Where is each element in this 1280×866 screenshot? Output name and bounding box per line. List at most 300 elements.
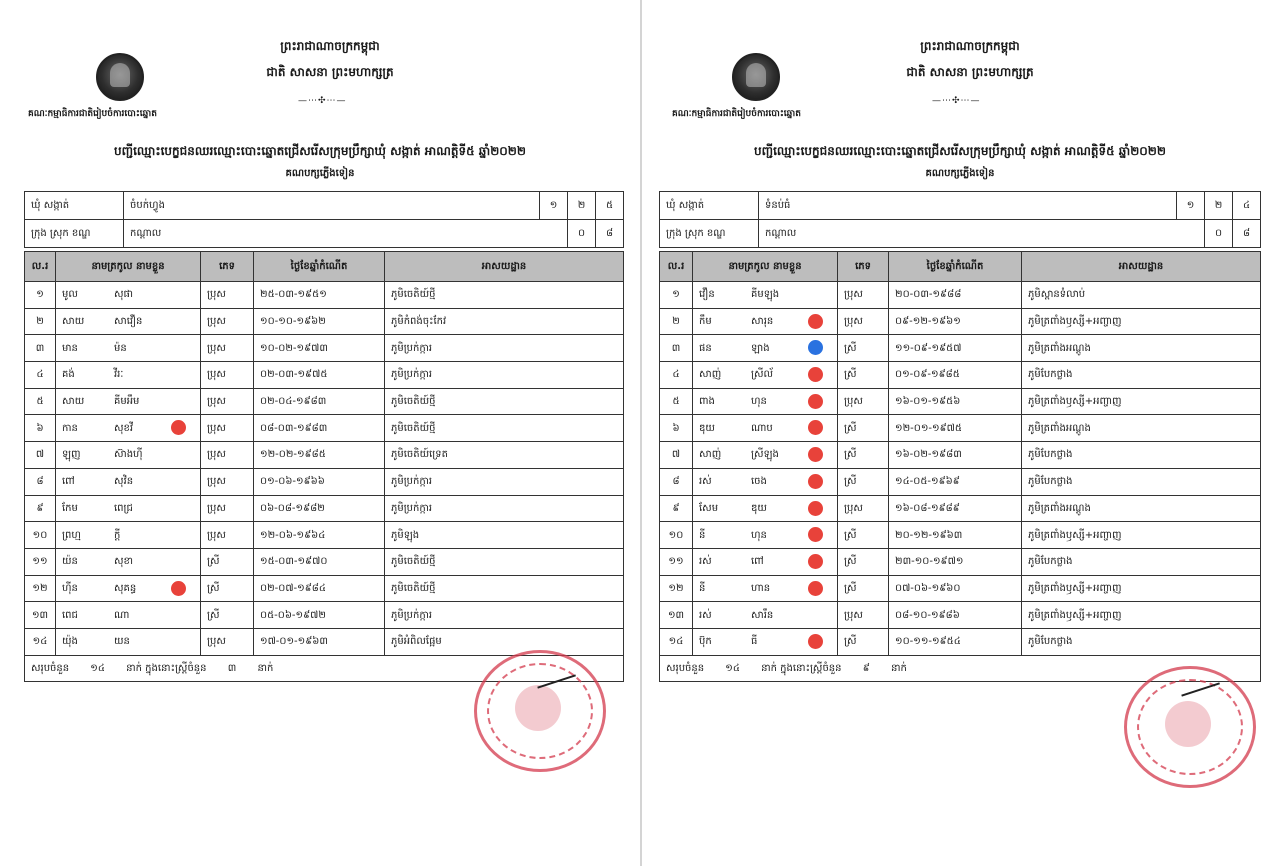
table-row (25, 335, 624, 362)
row-number: ១៤ (660, 628, 693, 655)
candidate-dob: ១៧-០១-១៩៦៣ (254, 628, 385, 655)
given-name: វីរៈ (114, 369, 124, 381)
commune-info-table (659, 191, 1261, 248)
family-name: ប៊ុក (699, 636, 712, 648)
row-number: ១២ (25, 575, 56, 602)
given-name: សារុន (751, 316, 774, 328)
candidate-sex: ស្រី (201, 575, 254, 602)
given-name: គីមអឹម (114, 396, 140, 408)
given-name: សុខវី (114, 422, 134, 434)
candidate-address: ភូមិត្រពាំងឫស្សី+អញ្ចាញ (1022, 575, 1261, 602)
row-number: ១០ (25, 522, 56, 549)
table-row (25, 575, 624, 602)
family-name: នី (699, 582, 706, 594)
row-number: ១ (25, 282, 56, 309)
given-name: ក្តី (114, 529, 121, 541)
given-name: សាវឿន (114, 316, 143, 328)
candidate-name (693, 575, 838, 602)
row-number: ៨ (25, 468, 56, 495)
candidate-address: ភូមិអំពិលផ្អែម (385, 628, 624, 655)
given-name: ចេង (751, 476, 767, 488)
candidate-address: ភូមិបែកថ្លាង (1022, 468, 1261, 495)
table-row (660, 495, 1261, 522)
table-row (660, 575, 1261, 602)
candidate-sex: ប្រុស (201, 282, 254, 309)
given-name: ណាប (751, 422, 773, 434)
table-row (660, 548, 1261, 575)
given-name: ហុន (751, 396, 767, 408)
candidate-name (56, 282, 201, 309)
red-dot-marker (808, 554, 823, 569)
family-name: សាយ (62, 396, 85, 408)
table-row (25, 548, 624, 575)
commune-code-digit: ២ (568, 192, 596, 220)
row-number: ៦ (25, 415, 56, 442)
red-dot-marker (808, 447, 823, 462)
given-name: សុវិន (114, 476, 134, 488)
row-number: ១៤ (25, 628, 56, 655)
family-name: រស់ (699, 556, 712, 568)
family-name: មាន (62, 342, 78, 354)
row-number: ១៣ (660, 602, 693, 629)
candidate-dob: ១៦-០២-១៩៨៣ (889, 442, 1022, 469)
candidate-address: ភូមិត្រពាំងអណ្តូង (1022, 495, 1261, 522)
district-row (25, 220, 624, 248)
candidate-dob: ១២-០១-១៩៧៥ (889, 415, 1022, 442)
candidate-dob: ១១-០៩-១៩៥៧ (889, 335, 1022, 362)
family-name: សែម (699, 502, 719, 514)
candidate-dob: ១០-០២-១៩៧៣ (254, 335, 385, 362)
family-name: ពាង (699, 396, 715, 408)
col-header-address: អាសយដ្ឋាន (1022, 252, 1261, 282)
candidate-address: ភូមិត្រពាំងឫស្សី+អញ្ចាញ (1022, 522, 1261, 549)
candidate-name (693, 388, 838, 415)
candidate-address: ភូមិឡុង (385, 522, 624, 549)
candidate-table-header (660, 252, 1261, 282)
candidate-name (56, 495, 201, 522)
candidate-dob: ០២-០៣-១៩៧៥ (254, 362, 385, 389)
official-seal-stamp (1124, 666, 1256, 788)
col-header-name: នាមត្រកូល នាមខ្លួន (56, 252, 201, 282)
document-page-right (642, 0, 1280, 866)
candidate-table-header (25, 252, 624, 282)
candidate-sex: ប្រុស (838, 388, 889, 415)
family-name: កាន (62, 422, 78, 434)
family-name: ផន (699, 342, 712, 354)
district-row (660, 220, 1261, 248)
candidate-sex: ស្រី (201, 602, 254, 629)
committee-name: គណៈកម្មាធិការជាតិរៀបចំការបោះឆ្នោត (28, 109, 157, 119)
commune-code-digit: ៥ (596, 192, 624, 220)
candidate-address: ភូមិប្រក់ក្ការ (385, 602, 624, 629)
district-code-digit: ០ (568, 220, 596, 248)
ornament-divider: —⋯✣⋯— (932, 96, 981, 106)
candidate-sex: ស្រី (838, 522, 889, 549)
col-header-dob: ថ្ងៃខែឆ្នាំកំណើត (254, 252, 385, 282)
candidate-name (693, 495, 838, 522)
family-name: យ៉ុង (62, 636, 78, 648)
given-name: ធី (751, 636, 758, 648)
table-row (660, 388, 1261, 415)
family-name: រស់ (699, 609, 712, 621)
candidate-dob: ០៨-០៣-១៩៨៣ (254, 415, 385, 442)
row-number: ១១ (660, 548, 693, 575)
candidate-dob: ១០-១០-១៩៦២ (254, 308, 385, 335)
motto-heading: ជាតិ សាសនា ព្រះមហាក្សត្រ (266, 65, 394, 79)
family-name: ពេជ (62, 609, 78, 621)
candidate-sex: ស្រី (201, 548, 254, 575)
candidate-sex: ស្រី (838, 468, 889, 495)
row-number: ៧ (660, 442, 693, 469)
candidate-address: ភូមិចេតិយ៍ថ្មី (385, 575, 624, 602)
row-number: ៥ (660, 388, 693, 415)
candidate-name (56, 628, 201, 655)
table-row (25, 415, 624, 442)
table-row (25, 495, 624, 522)
family-name: ឌុយ (699, 422, 715, 434)
candidate-table (24, 251, 624, 682)
candidate-sex: ប្រុស (838, 602, 889, 629)
total-unit: នាក់ (890, 662, 907, 674)
candidate-name (693, 522, 838, 549)
document-title: បញ្ជីឈ្មោះបេក្ខជនឈរឈ្មោះបោះឆ្នោតជ្រើសរើសក្រុមប្រឹក្សាឃុំ សង្កាត់ អាណត្តិទី៥ ឆ្នាំ២០២២ (754, 144, 1166, 158)
district-label: ក្រុង ស្រុក ខណ្ឌ (25, 220, 124, 248)
given-name: ម៉ន (114, 342, 127, 354)
table-row (660, 628, 1261, 655)
row-number: ៣ (25, 335, 56, 362)
candidate-address: ភូមិស្ពានទំលាប់ (1022, 282, 1261, 309)
candidate-name (693, 362, 838, 389)
table-row (660, 308, 1261, 335)
candidate-name (56, 548, 201, 575)
candidate-sex: ស្រី (838, 442, 889, 469)
family-name: រស់ (699, 476, 712, 488)
national-emblem-icon (96, 53, 144, 101)
candidate-dob: ០៦-០៨-១៩៨២ (254, 495, 385, 522)
red-dot-marker (808, 474, 823, 489)
candidate-name (56, 415, 201, 442)
given-name: ស្រីឡុង (751, 449, 779, 461)
district-name: កណ្តាល (759, 220, 1205, 248)
candidate-sex: ប្រុស (201, 415, 254, 442)
given-name: គីមឡុង (751, 289, 780, 301)
table-row (25, 362, 624, 389)
candidate-sex: ប្រុស (201, 442, 254, 469)
row-number: ៩ (660, 495, 693, 522)
family-name: ហ៊ីន (62, 582, 78, 594)
family-name: សាញ់ (699, 449, 722, 461)
table-row (25, 282, 624, 309)
women-count: ៩ (862, 662, 870, 674)
candidate-address: ភូមិប្រក់ក្ការ (385, 468, 624, 495)
candidate-dob: ០២-០៤-១៩៨៣ (254, 388, 385, 415)
candidate-name (693, 335, 838, 362)
col-header-sex: ភេទ (838, 252, 889, 282)
candidate-address: ភូមិត្រពាំងឫស្សី+អញ្ចាញ (1022, 388, 1261, 415)
row-number: ១ (660, 282, 693, 309)
col-header-no: ល.រ (25, 252, 56, 282)
candidate-name (56, 602, 201, 629)
commune-row (25, 192, 624, 220)
candidate-sex: ស្រី (838, 415, 889, 442)
commune-info-table (24, 191, 624, 248)
women-count: ៣ (227, 662, 237, 674)
given-name: សុខា (114, 556, 134, 568)
candidate-address: ភូមិចេតិយ៍ថ្មី (385, 388, 624, 415)
row-number: ១០ (660, 522, 693, 549)
candidate-sex: ស្រី (838, 575, 889, 602)
candidate-address: ភូមិត្រពាំងអណ្តូង (1022, 335, 1261, 362)
table-row (660, 415, 1261, 442)
candidate-address: ភូមិកំពង់ចុះកែវ (385, 308, 624, 335)
candidate-address: ភូមិចេតិយ៍ថ្មី (385, 548, 624, 575)
candidate-name (693, 282, 838, 309)
candidate-sex: ប្រុស (201, 468, 254, 495)
family-name: មូល (62, 289, 78, 301)
family-name: កឹម (699, 316, 712, 328)
candidate-address: ភូមិត្រពាំងឫស្សី+អញ្ចាញ (1022, 602, 1261, 629)
candidate-name (56, 522, 201, 549)
red-dot-marker (171, 581, 186, 596)
candidate-address: ភូមិបែកថ្លាង (1022, 628, 1261, 655)
candidate-dob: ១៦-០១-១៩៥៦ (889, 388, 1022, 415)
candidate-sex: ប្រុស (201, 362, 254, 389)
given-name: ពេជ្រ (114, 502, 133, 514)
candidate-address: ភូមិប្រក់ក្ការ (385, 362, 624, 389)
candidate-address: ភូមិត្រពាំងឫស្សី+អញ្ចាញ (1022, 308, 1261, 335)
row-number: ៤ (25, 362, 56, 389)
row-number: ២ (25, 308, 56, 335)
red-dot-marker (808, 501, 823, 516)
kingdom-heading: ព្រះរាជាណាចក្រកម្ពុជា (920, 39, 1020, 53)
given-name: សុផា (114, 289, 134, 301)
committee-name: គណៈកម្មាធិការជាតិរៀបចំការបោះឆ្នោត (672, 109, 801, 119)
candidate-address: ភូមិប្រក់ក្ការ (385, 335, 624, 362)
given-name: ពៅ (751, 556, 764, 568)
total-women-label: នាក់ ក្នុងនោះស្ត្រីចំនួន (126, 662, 207, 674)
candidate-dob: ០១-០៩-១៩៨៥ (889, 362, 1022, 389)
row-number: ៦ (660, 415, 693, 442)
commune-code-digit: ២ (1205, 192, 1233, 220)
row-number: ៧ (25, 442, 56, 469)
col-header-sex: ភេទ (201, 252, 254, 282)
table-row (25, 468, 624, 495)
col-header-name: នាមត្រកូល នាមខ្លួន (693, 252, 838, 282)
table-row (660, 602, 1261, 629)
candidate-sex: ប្រុស (201, 388, 254, 415)
red-dot-marker (808, 581, 823, 596)
col-header-no: ល.រ (660, 252, 693, 282)
given-name: សារឹន (751, 609, 774, 621)
candidate-address: ភូមិចេតិយ៍ថ្មី (385, 415, 624, 442)
table-row (25, 388, 624, 415)
candidate-dob: ២០-១២-១៩៦៣ (889, 522, 1022, 549)
table-row (25, 522, 624, 549)
candidate-dob: ១៦-០៨-១៩៨៩ (889, 495, 1022, 522)
candidate-dob: ០៩-១២-១៩៦១ (889, 308, 1022, 335)
table-row (25, 442, 624, 469)
given-name: ស៊ាងហ៊ី (114, 449, 143, 461)
district-code-digit: ០ (1205, 220, 1233, 248)
family-name: នី (699, 529, 706, 541)
candidate-name (693, 442, 838, 469)
table-row (660, 282, 1261, 309)
candidate-name (56, 442, 201, 469)
commune-label: ឃុំ សង្កាត់ (25, 192, 124, 220)
candidate-dob: ១២-០២-១៩៨៥ (254, 442, 385, 469)
commune-name: ទំនប់ធំ (759, 192, 1177, 220)
commune-code-digit: ១ (1177, 192, 1205, 220)
candidate-name (56, 388, 201, 415)
row-number: ៨ (660, 468, 693, 495)
table-row (660, 442, 1261, 469)
red-dot-marker (808, 634, 823, 649)
candidate-dob: ០៥-០៦-១៩៧២ (254, 602, 385, 629)
family-name: គង់ (62, 369, 75, 381)
district-name: កណ្តាល (124, 220, 568, 248)
candidate-dob: ១៤-០៥-១៩៦៩ (889, 468, 1022, 495)
red-dot-marker (808, 367, 823, 382)
kingdom-heading: ព្រះរាជាណាចក្រកម្ពុជា (280, 39, 380, 53)
candidate-name (56, 308, 201, 335)
candidate-dob: ០៧-០៦-១៩៦០ (889, 575, 1022, 602)
given-name: ឡាង (751, 342, 770, 354)
commune-name: ចំបក់ហ្វូង (124, 192, 540, 220)
commune-code-digit: ៤ (1233, 192, 1261, 220)
candidate-name (693, 468, 838, 495)
candidate-address: ភូមិបែកថ្លាង (1022, 362, 1261, 389)
table-row (660, 335, 1261, 362)
official-seal-stamp (474, 650, 606, 772)
candidate-sex: ប្រុស (838, 308, 889, 335)
candidate-dob: ១៥-០៣-១៩៧០ (254, 548, 385, 575)
family-name: ពៅ (62, 476, 75, 488)
given-name: ឌុយ (751, 502, 767, 514)
candidate-sex: ប្រុស (201, 495, 254, 522)
candidate-table (659, 251, 1261, 682)
candidate-sex: ប្រុស (201, 308, 254, 335)
row-number: ១១ (25, 548, 56, 575)
candidate-sex: ស្រី (838, 628, 889, 655)
candidate-name (56, 468, 201, 495)
table-row (25, 602, 624, 629)
candidate-sex: ស្រី (838, 548, 889, 575)
candidate-address: ភូមិប្រក់ក្ការ (385, 495, 624, 522)
national-emblem-icon (732, 53, 780, 101)
row-number: ៩ (25, 495, 56, 522)
commune-row (660, 192, 1261, 220)
candidate-dob: ០៨-១០-១៩៨៦ (889, 602, 1022, 629)
candidate-dob: ២៣-១០-១៩៧១ (889, 548, 1022, 575)
candidate-name (56, 362, 201, 389)
candidate-dob: ២៥-០៣-១៩៥១ (254, 282, 385, 309)
candidate-dob: ១០-១១-១៩៥៤ (889, 628, 1022, 655)
given-name: ហុន (751, 529, 767, 541)
row-number: ២ (660, 308, 693, 335)
row-number: ៣ (660, 335, 693, 362)
col-header-dob: ថ្ងៃខែឆ្នាំកំណើត (889, 252, 1022, 282)
party-name: គណបក្សភ្លើងទៀន (285, 168, 355, 179)
candidate-sex: ប្រុស (838, 282, 889, 309)
commune-code-digit: ១ (540, 192, 568, 220)
candidate-sex: ប្រុស (838, 495, 889, 522)
motto-heading: ជាតិ សាសនា ព្រះមហាក្សត្រ (906, 65, 1034, 79)
red-dot-marker (808, 394, 823, 409)
candidate-sex: ប្រុស (201, 628, 254, 655)
party-name: គណបក្សភ្លើងទៀន (925, 168, 995, 179)
total-unit: នាក់ (257, 662, 274, 674)
given-name: ស្រីល័ (751, 369, 774, 381)
given-name: ហាន (751, 582, 771, 594)
candidate-sex: ស្រី (838, 335, 889, 362)
commune-label: ឃុំ សង្កាត់ (660, 192, 759, 220)
red-dot-marker (808, 527, 823, 542)
candidate-dob: ១២-០៦-១៩៦៤ (254, 522, 385, 549)
family-name: សាញ់ (699, 369, 722, 381)
total-label: សរុបចំនួន (666, 662, 705, 674)
candidate-address: ភូមិចេតិយ៍ទ្រេត (385, 442, 624, 469)
candidate-dob: ២០-០៣-១៩៨៨ (889, 282, 1022, 309)
candidate-name (693, 628, 838, 655)
candidate-sex: ប្រុស (201, 335, 254, 362)
candidate-sex: ប្រុស (201, 522, 254, 549)
family-name: ព្រហ្ម (62, 529, 81, 541)
candidate-name (693, 415, 838, 442)
district-code-digit: ៨ (1233, 220, 1261, 248)
district-label: ក្រុង ស្រុក ខណ្ឌ (660, 220, 759, 248)
candidate-dob: ០១-០៦-១៩៦៦ (254, 468, 385, 495)
red-dot-marker (808, 314, 823, 329)
document-title: បញ្ជីឈ្មោះបេក្ខជនឈរឈ្មោះបោះឆ្នោតជ្រើសរើសក្រុមប្រឹក្សាឃុំ សង្កាត់ អាណត្តិទី៥ ឆ្នាំ២០២២ (114, 144, 526, 158)
candidate-address: ភូមិបែកថ្លាង (1022, 548, 1261, 575)
total-women-label: នាក់ ក្នុងនោះស្ត្រីចំនួន (761, 662, 842, 674)
table-row (25, 308, 624, 335)
table-row (660, 522, 1261, 549)
family-name: យ៉ន (62, 556, 78, 568)
given-name: យន (114, 636, 130, 648)
candidate-name (693, 602, 838, 629)
candidate-name (693, 548, 838, 575)
row-number: ៥ (25, 388, 56, 415)
candidate-name (693, 308, 838, 335)
candidate-name (56, 335, 201, 362)
candidate-name (56, 575, 201, 602)
table-row (660, 468, 1261, 495)
row-number: ១២ (660, 575, 693, 602)
given-name: ណា (114, 609, 130, 621)
candidate-address: ភូមិបែកថ្លាង (1022, 442, 1261, 469)
candidate-address: ភូមិចេតិយ៍ថ្មី (385, 282, 624, 309)
district-code-digit: ៨ (596, 220, 624, 248)
given-name: សុគន្ធ (114, 582, 137, 594)
total-count: ១៤ (90, 662, 105, 674)
blue-dot-marker (808, 340, 823, 355)
candidate-sex: ស្រី (838, 362, 889, 389)
table-row (660, 362, 1261, 389)
red-dot-marker (171, 420, 186, 435)
family-name: វឿន (699, 289, 715, 301)
candidate-address: ភូមិត្រពាំងអណ្តូង (1022, 415, 1261, 442)
candidate-dob: ០២-០៧-១៩៨៤ (254, 575, 385, 602)
total-count: ១៤ (725, 662, 740, 674)
col-header-address: អាសយដ្ឋាន (385, 252, 624, 282)
row-number: ១៣ (25, 602, 56, 629)
row-number: ៤ (660, 362, 693, 389)
family-name: ឡុញ (62, 449, 81, 461)
family-name: កែម (62, 502, 78, 514)
family-name: សាយ (62, 316, 85, 328)
red-dot-marker (808, 420, 823, 435)
